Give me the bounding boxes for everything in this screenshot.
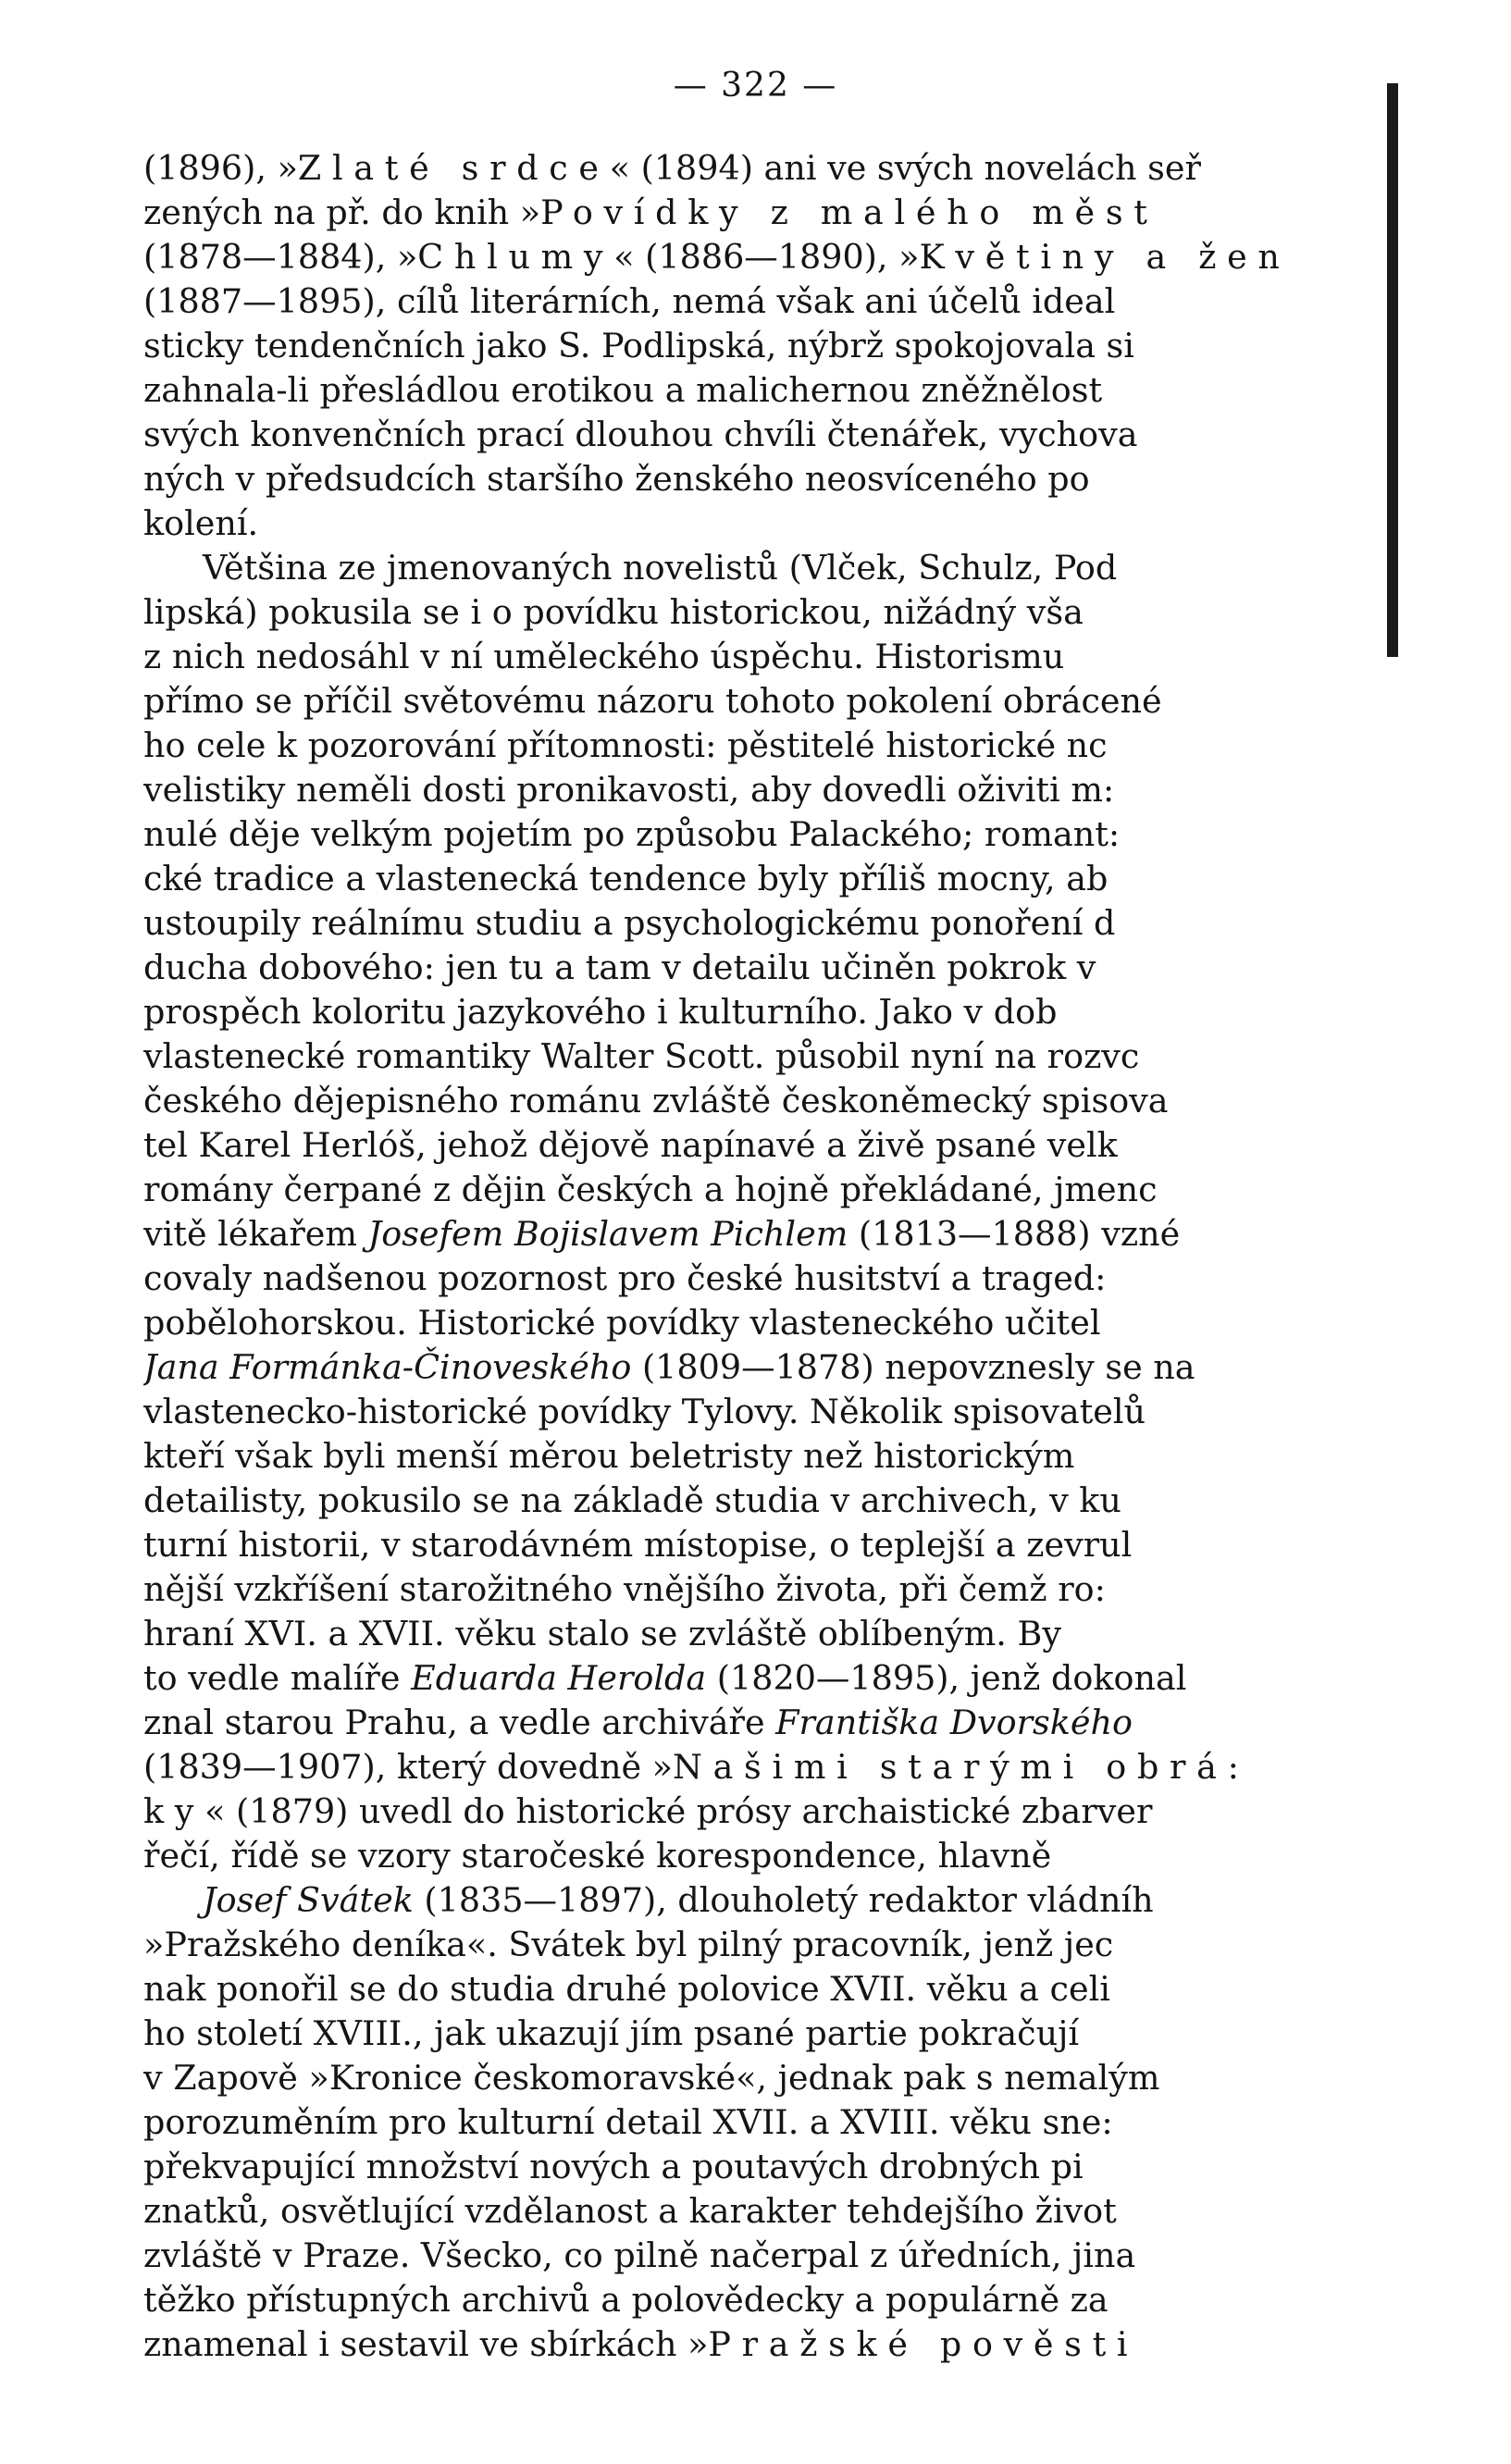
text-line	[143, 1123, 1365, 1168]
text-line	[143, 1079, 1365, 1123]
text-line	[143, 1656, 1365, 1701]
text-line	[143, 1168, 1365, 1212]
text-line	[143, 2056, 1365, 2100]
text-fragment: (1809—1878) nepovznesly se na	[631, 1347, 1195, 1387]
text-fragment: nulé děje velkým pojetím po způsobu Palackého; romant:	[143, 814, 1121, 854]
text-line	[143, 724, 1365, 768]
page-edge-bar	[1387, 83, 1398, 657]
text-fragment: hraní XVI. a XVII. věku stalo se zvláště oblíbeným. By	[143, 1614, 1061, 1653]
text-fragment: Chlumy	[417, 237, 614, 277]
text-fragment: « (1879) uvedl do historické prósy archaistické zbarver	[204, 1791, 1153, 1831]
text-fragment: Eduarda Herolda	[411, 1658, 707, 1698]
text-fragment: ky	[143, 1791, 205, 1831]
text-line	[143, 590, 1365, 635]
text-fragment: ho cele k pozorování přítomnosti: pěstitelé historické nc	[143, 725, 1108, 765]
text-line	[143, 1923, 1365, 1967]
text-fragment: vitě lékařem	[143, 1214, 368, 1254]
text-line	[143, 1479, 1365, 1523]
text-fragment: ho století XVIII., jak ukazují jím psané partie pokračují	[143, 2013, 1080, 2053]
text-fragment: ných v předsudcích staršího ženského neosvíceného po	[143, 459, 1090, 499]
text-fragment: velistiky neměli dosti pronikavosti, aby dovedli oživiti m:	[143, 770, 1115, 810]
text-line	[143, 2100, 1365, 2145]
text-line	[143, 1789, 1365, 1834]
text-line	[143, 1834, 1365, 1878]
text-fragment: z nich nedosáhl v ní uměleckého úspěchu. Historismu	[143, 637, 1065, 676]
text-fragment: (1813—1888) vzné	[848, 1214, 1181, 1254]
text-fragment: « (1894) ani ve svých novelách seř	[609, 148, 1201, 188]
text-fragment: turní historii, v starodávném místopise, o teplejší a zevrul	[143, 1525, 1133, 1565]
text-line	[143, 146, 1365, 191]
text-fragment: zahnala-li přesládlou erotikou a malichernou zněžnělost	[143, 370, 1103, 410]
text-fragment: porozuměním pro kulturní detail XVII. a XVIII. věku sne:	[143, 2102, 1113, 2142]
text-fragment: svých konvenčních prací dlouhou chvíli čtenářek, vychova	[143, 415, 1138, 454]
text-line	[143, 1034, 1365, 1079]
body-text	[143, 146, 1365, 2367]
text-line	[143, 812, 1365, 857]
text-fragment: kteří však byli menší měrou beletristy než historickým	[143, 1436, 1075, 1476]
text-line	[143, 1257, 1365, 1301]
text-fragment: v Zapově »Kronice českomoravské«, jednak pak s nemalým	[143, 2058, 1160, 2098]
page-number: — 322 —	[673, 67, 838, 105]
text-fragment: tel Karel Herlóš, jehož dějově napínavé a živě psané velk	[143, 1125, 1118, 1165]
text-fragment: českého dějepisného románu zvláště českoněmecký spisova	[143, 1081, 1169, 1121]
text-line	[143, 1701, 1365, 1745]
text-line	[143, 857, 1365, 901]
text-fragment: těžko přístupných archivů a polovědecky a populárně za	[143, 2280, 1108, 2320]
text-line	[143, 235, 1365, 279]
text-fragment: (1878—1884), »	[143, 237, 418, 277]
text-fragment: romány čerpané z dějin českých a hojně překládané, jmenc	[143, 1170, 1158, 1209]
text-fragment: vlastenecké romantiky Walter Scott. působil nyní na rozvc	[143, 1036, 1140, 1076]
text-line	[143, 901, 1365, 946]
text-fragment: Jana Formánka-Činoveského	[143, 1347, 632, 1387]
text-fragment: znamenal i sestavil ve sbírkách »	[143, 2324, 709, 2364]
text-fragment: kolení.	[143, 503, 259, 543]
text-line	[143, 1612, 1365, 1656]
text-line	[143, 2145, 1365, 2189]
text-line	[143, 679, 1365, 724]
text-fragment: lipská) pokusila se i o povídku historickou, nižádný vša	[143, 592, 1084, 632]
text-line	[143, 368, 1365, 413]
text-fragment: řečí, řídě se vzory staročeské korespondence, hlavně	[143, 1836, 1052, 1876]
text-line	[143, 1212, 1365, 1257]
text-fragment: « (1886—1890), »	[613, 237, 920, 277]
text-fragment: pobělohorskou. Historické povídky vlasteneckého učitel	[143, 1303, 1101, 1343]
text-line	[143, 1345, 1365, 1390]
text-fragment: přímo se příčil světovému názoru tohoto pokolení obrácené	[143, 681, 1162, 721]
text-fragment: prospěch koloritu jazykového i kulturního. Jako v dob	[143, 992, 1058, 1032]
text-line	[143, 1301, 1365, 1345]
text-fragment: zvláště v Praze. Všecko, co pilně načerpal z úředních, jina	[143, 2235, 1136, 2275]
text-fragment: Našimi starými obrá:	[673, 1747, 1250, 1787]
text-line	[143, 990, 1365, 1034]
text-fragment: Josef Svátek	[203, 1880, 414, 1920]
text-fragment: Josefem Bojislavem Pichlem	[367, 1214, 848, 1254]
text-fragment: Františka Dvorského	[775, 1703, 1133, 1742]
text-fragment: znal starou Prahu, a vedle archiváře	[143, 1703, 776, 1742]
text-line	[143, 191, 1365, 235]
text-fragment: detailisty, pokusilo se na základě studia v archivech, v ku	[143, 1480, 1121, 1520]
text-line	[143, 2189, 1365, 2234]
text-fragment: (1820—1895), jenž dokonal	[706, 1658, 1187, 1698]
text-line	[143, 2234, 1365, 2278]
text-line	[143, 324, 1365, 368]
text-line	[143, 1523, 1365, 1567]
text-fragment: Většina ze jmenovaných novelistů (Vlček, Schulz, Pod	[203, 548, 1118, 588]
text-line	[143, 546, 1365, 590]
text-fragment: ustoupily reálnímu studiu a psychologickému ponoření d	[143, 903, 1116, 943]
text-fragment: cké tradice a vlastenecká tendence byly příliš mocny, ab	[143, 859, 1108, 898]
text-fragment: (1835—1897), dlouholetý redaktor vládníh	[413, 1880, 1154, 1920]
text-line	[143, 501, 1365, 546]
text-line	[143, 1567, 1365, 1612]
text-line	[143, 457, 1365, 501]
text-line	[143, 1967, 1365, 2012]
text-fragment: znatků, osvětlující vzdělanost a karakter tehdejšího život	[143, 2191, 1117, 2231]
text-fragment: vlastenecko-historické povídky Tylovy. Několik spisovatelů	[143, 1392, 1146, 1431]
text-fragment: překvapující množství nových a poutavých drobných pi	[143, 2147, 1084, 2186]
text-line	[143, 946, 1365, 990]
text-fragment: (1896), »	[143, 148, 298, 188]
text-fragment: Zlaté srdce	[297, 148, 610, 188]
text-fragment: to vedle malíře	[143, 1658, 412, 1698]
text-fragment: ducha dobového: jen tu a tam v detailu učiněn pokrok v	[143, 947, 1096, 987]
text-line	[143, 635, 1365, 679]
text-fragment: nak ponořil se do studia druhé polovice XVII. věku a celi	[143, 1969, 1110, 2009]
text-fragment: (1839—1907), který dovedně »	[143, 1747, 673, 1787]
text-fragment: »Pražského deníka«. Svátek byl pilný pracovník, jenž jec	[143, 1925, 1114, 1964]
text-line	[143, 1390, 1365, 1434]
text-fragment: Pražské pověsti	[708, 2324, 1139, 2364]
text-line	[143, 1434, 1365, 1479]
text-line	[143, 768, 1365, 812]
text-line	[143, 1745, 1365, 1789]
text-fragment: (1887—1895), cílů literárních, nemá však ani účelů ideal	[143, 281, 1116, 321]
text-line	[143, 413, 1365, 457]
text-line	[143, 279, 1365, 324]
text-fragment: zených na př. do knih »	[143, 192, 541, 232]
text-fragment: nější vzkříšení starožitného vnějšího života, při čemž ro:	[143, 1569, 1106, 1609]
text-line	[143, 2012, 1365, 2056]
text-fragment: covaly nadšenou pozornost pro české husitství a traged:	[143, 1258, 1107, 1298]
text-line	[143, 1878, 1365, 1923]
text-line	[143, 2278, 1365, 2322]
text-fragment: Povídky z malého měst	[540, 192, 1158, 232]
text-line	[143, 2322, 1365, 2367]
text-fragment: Květiny a žen	[919, 237, 1291, 277]
text-fragment: sticky tendenčních jako S. Podlipská, nýbrž spokojovala si	[143, 326, 1134, 365]
